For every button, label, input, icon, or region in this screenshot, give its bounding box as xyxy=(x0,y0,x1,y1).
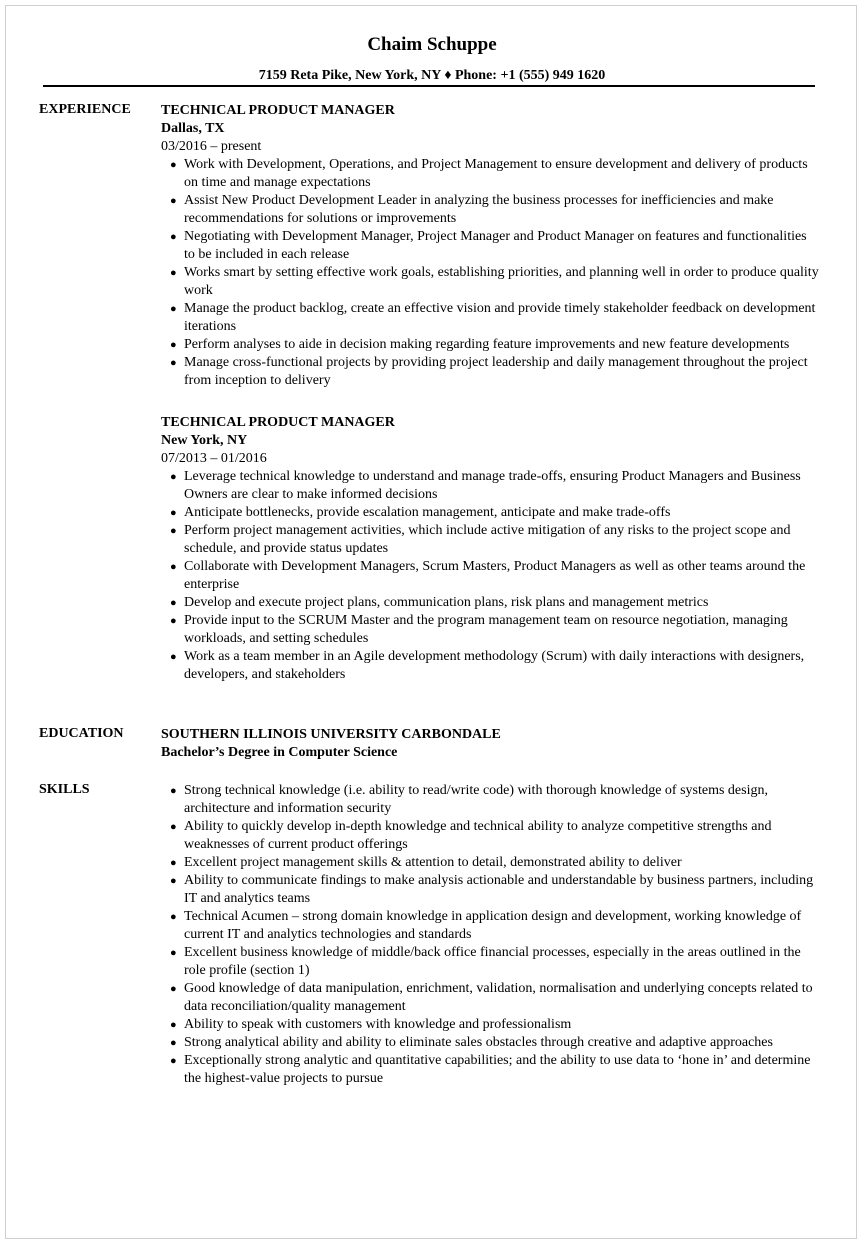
job-bullets xyxy=(161,468,821,684)
contact-line: 7159 Reta Pike, New York, NY ♦ Phone: +1 (555) 949 1620 xyxy=(258,68,606,83)
bullet-icon: ● xyxy=(170,615,177,627)
bullet-icon: ● xyxy=(170,525,177,537)
list-item: ● Works smart by setting effective work goals, establishing priorities, and planning well in order to produce quality work xyxy=(170,265,819,298)
bullet-icon: ● xyxy=(170,947,177,959)
list-item: ● Manage cross-functional projects by providing project leadership and daily management throughout the project from inception to delivery xyxy=(170,355,808,388)
experience-label: EXPERIENCE xyxy=(39,102,131,117)
job-entry xyxy=(161,102,821,390)
header-divider xyxy=(43,85,815,87)
list-item: ● Strong analytical ability and ability to eliminate sales obstacles through creative and adaptive approaches xyxy=(170,1035,773,1050)
list-item: ● Exceptionally strong analytic and quantitative capabilities; and the ability to use data to ‘hone in’ and determine the highest-value projects to pursue xyxy=(170,1053,811,1086)
bullet-icon: ● xyxy=(170,231,177,243)
list-item: ● Work as a team member in an Agile development methodology (Scrum) with daily interactions with designers, developers, and stakeholders xyxy=(170,649,805,682)
bullet-icon: ● xyxy=(170,597,177,609)
list-item: ● Work with Development, Operations, and Project Management to ensure development and delivery of products on time and manage expectations xyxy=(170,157,808,190)
list-item: ● Ability to speak with customers with knowledge and professionalism xyxy=(170,1017,572,1032)
list-item: ● Good knowledge of data manipulation, enrichment, validation, normalisation and underlying concepts related to data reconciliation/quality management xyxy=(170,981,813,1014)
list-item: ● Manage the product backlog, create an effective vision and provide timely stakeholder feedback on development iterations xyxy=(170,301,816,334)
degree: Bachelor’s Degree in Computer Science xyxy=(161,745,398,760)
list-item: ● Collaborate with Development Managers, Scrum Masters, Product Managers as well as other teams around the enterprise xyxy=(170,559,806,592)
experience-section xyxy=(161,102,821,684)
bullet-icon: ● xyxy=(170,471,177,483)
bullet-icon: ● xyxy=(170,303,177,315)
list-item: ● Perform analyses to aide in decision making regarding feature improvements and new feature developments xyxy=(170,337,790,352)
bullet-icon: ● xyxy=(170,785,177,797)
list-item: ● Strong technical knowledge (i.e. ability to read/write code) with thorough knowledge of systems design, architecture and information security xyxy=(170,783,768,816)
bullet-icon: ● xyxy=(170,857,177,869)
list-item: ● Technical Acumen – strong domain knowledge in application design and development, working knowledge of current IT and analytics technologies and standards xyxy=(170,909,802,942)
bullet-icon: ● xyxy=(170,821,177,833)
bullet-icon: ● xyxy=(170,561,177,573)
bullet-icon: ● xyxy=(170,1055,177,1067)
job-location: New York, NY xyxy=(161,433,248,448)
list-item: ● Perform project management activities, which include active mitigation of any risks to the project scope and schedule, and provide status updates xyxy=(170,523,791,556)
bullet-icon: ● xyxy=(170,267,177,279)
list-item: ● Develop and execute project plans, communication plans, risk plans and management metrics xyxy=(170,595,709,610)
list-item: ● Excellent project management skills & attention to detail, demonstrated ability to deliver xyxy=(170,855,682,870)
bullet-icon: ● xyxy=(170,339,177,351)
list-item: ● Provide input to the SCRUM Master and the program management team on resource negotiation, managing workloads, and setting schedules xyxy=(170,613,788,646)
skills-section xyxy=(161,782,821,1088)
bullet-icon: ● xyxy=(170,875,177,887)
bullet-icon: ● xyxy=(170,983,177,995)
list-item: ● Anticipate bottlenecks, provide escalation management, anticipate and make trade-offs xyxy=(170,505,671,520)
list-item: ● Assist New Product Development Leader in analyzing the business processes for inefficiencies and make recommendations for solutions or improvements xyxy=(170,193,774,226)
education-section xyxy=(161,726,821,762)
job-entry xyxy=(161,414,821,684)
job-dates: 03/2016 – present xyxy=(161,139,262,154)
school-name: SOUTHERN ILLINOIS UNIVERSITY CARBONDALE xyxy=(161,727,501,742)
job-dates: 07/2013 – 01/2016 xyxy=(161,451,267,466)
skills-list xyxy=(161,782,821,1088)
bullet-icon: ● xyxy=(170,1037,177,1049)
bullet-icon: ● xyxy=(170,507,177,519)
list-item: ● Ability to communicate findings to make analysis actionable and understandable by business partners, including IT and analytics teams xyxy=(170,873,814,906)
list-item: ● Leverage technical knowledge to understand and manage trade-offs, ensuring Product Managers and Business Owners are clear to make informed decisions xyxy=(170,469,801,502)
skills-label: SKILLS xyxy=(39,782,90,797)
bullet-icon: ● xyxy=(170,1019,177,1031)
job-title: TECHNICAL PRODUCT MANAGER xyxy=(161,415,395,430)
bullet-icon: ● xyxy=(170,195,177,207)
bullet-icon: ● xyxy=(170,651,177,663)
list-item: ● Ability to quickly develop in-depth knowledge and technical ability to analyze competitive strengths and weaknesses of current product offerings xyxy=(170,819,772,852)
candidate-name: Chaim Schuppe xyxy=(367,34,497,55)
education-label: EDUCATION xyxy=(39,726,124,741)
job-title: TECHNICAL PRODUCT MANAGER xyxy=(161,103,395,118)
list-item: ● Excellent business knowledge of middle/back office financial processes, especially in the areas outlined in the role profile (section 1) xyxy=(170,945,801,978)
bullet-icon: ● xyxy=(170,357,177,369)
bullet-icon: ● xyxy=(170,911,177,923)
job-location: Dallas, TX xyxy=(161,121,225,136)
list-item: ● Negotiating with Development Manager, Project Manager and Product Manager on features and functionalities to be included in each release xyxy=(170,229,807,262)
bullet-icon: ● xyxy=(170,159,177,171)
job-bullets xyxy=(161,156,821,390)
resume-page xyxy=(5,5,857,1239)
